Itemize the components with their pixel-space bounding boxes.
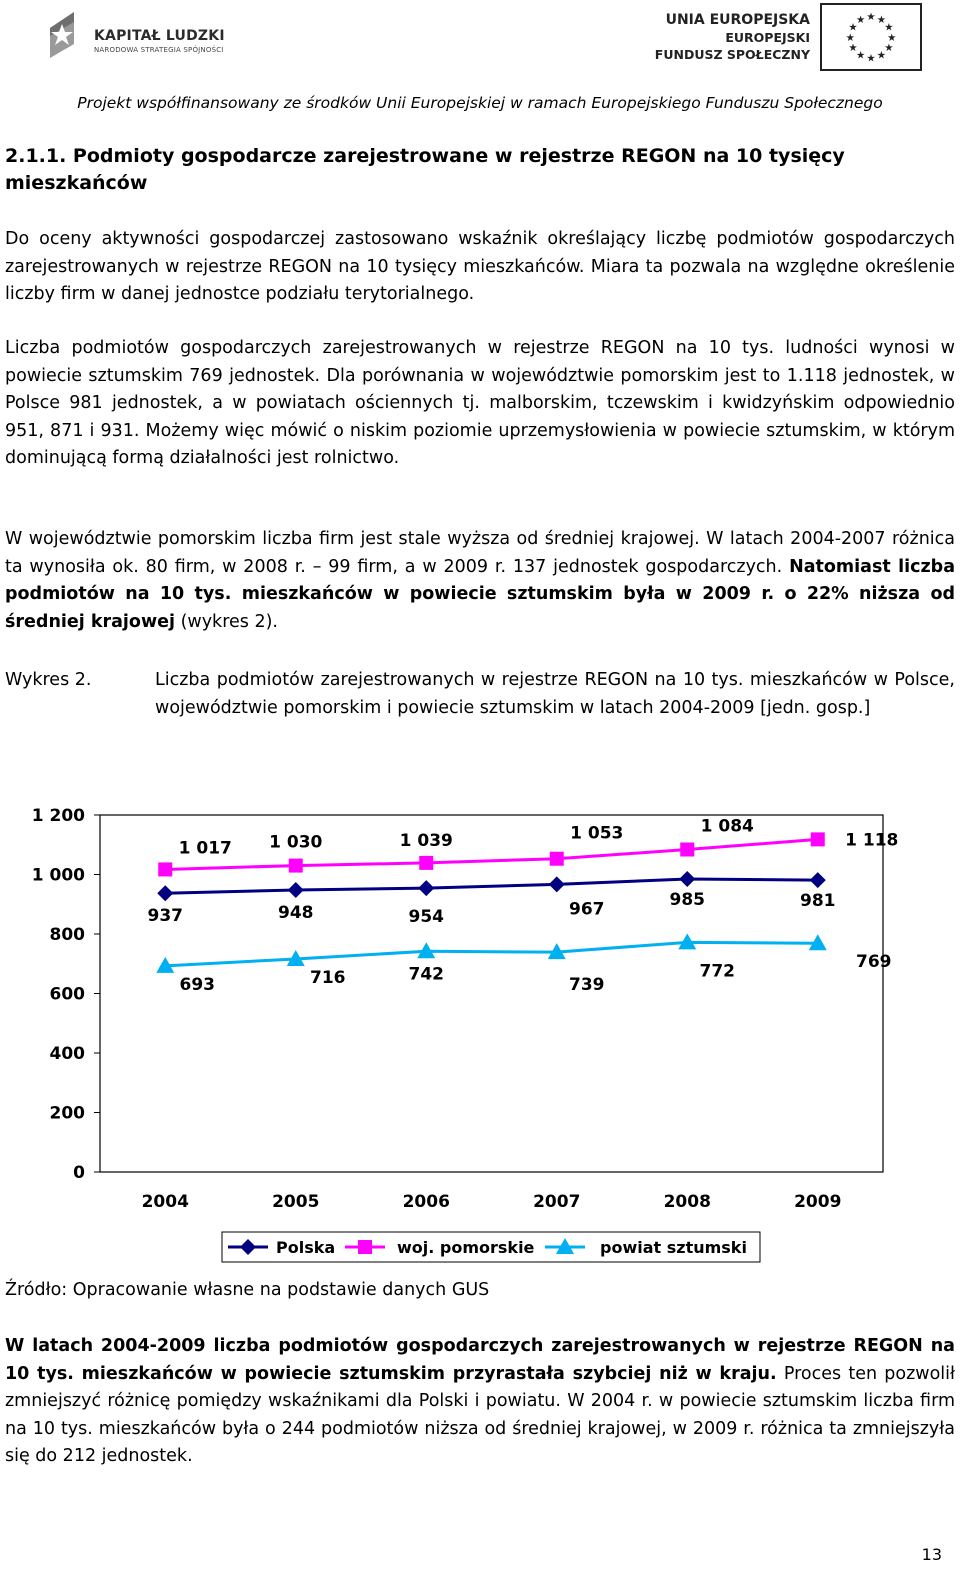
data-label: 967 [569, 899, 605, 920]
eu-star: ★ [856, 49, 866, 62]
data-point [550, 852, 564, 866]
figure-label: Wykres 2. [5, 670, 92, 690]
eu-text-block [655, 12, 810, 63]
data-label: 1 053 [570, 823, 624, 844]
data-label: 693 [179, 974, 215, 995]
data-point [289, 859, 303, 873]
y-tick-label: 200 [49, 1103, 85, 1124]
x-tick-label: 2005 [272, 1192, 320, 1212]
data-point [680, 843, 694, 857]
kapital-ludzki-subtitle: NARODOWA STRATEGIA SPÓJNOŚCI [94, 46, 224, 54]
data-label: 1 030 [269, 832, 323, 853]
eu-star: ★ [884, 21, 894, 34]
data-point [419, 856, 433, 870]
x-tick-label: 2004 [141, 1192, 189, 1212]
eu-star: ★ [845, 31, 855, 44]
data-label: 1 118 [845, 830, 899, 851]
paragraph-3-text-c: (wykres 2). [175, 611, 278, 632]
x-tick-label: 2008 [663, 1192, 711, 1212]
eu-flag-icon [820, 3, 922, 71]
y-tick-label: 800 [49, 925, 85, 945]
data-label: 985 [669, 889, 705, 910]
y-tick-label: 1 200 [31, 806, 85, 826]
legend-label: woj. pomorskie [397, 1238, 535, 1257]
data-label: 954 [408, 907, 444, 928]
legend-label: Polska [276, 1238, 336, 1257]
kapital-ludzki-title: KAPITAŁ LUDZKI [94, 28, 225, 44]
data-label: 769 [856, 952, 892, 973]
data-label: 739 [569, 975, 605, 996]
legend-marker [358, 1240, 372, 1254]
data-label: 772 [699, 961, 735, 982]
data-label: 716 [310, 967, 346, 988]
kapital-ludzki-emblem-icon [44, 6, 80, 64]
legend-label: powiat sztumski [600, 1238, 747, 1257]
paragraph-4 [5, 1333, 955, 1471]
line-chart [0, 785, 960, 1285]
data-point [157, 885, 173, 901]
data-label: 1 084 [700, 816, 754, 837]
data-label: 948 [278, 902, 314, 923]
eu-star: ★ [856, 13, 866, 26]
y-tick-label: 0 [73, 1163, 85, 1183]
eu-star: ★ [848, 21, 858, 34]
data-point [418, 880, 434, 896]
eu-star: ★ [866, 11, 876, 24]
kapital-ludzki-logo [44, 6, 264, 66]
eu-line-2: EUROPEJSKI [725, 30, 810, 45]
data-label: 937 [147, 906, 183, 927]
eu-line-1: UNIA EUROPEJSKA [665, 12, 810, 28]
data-label: 1 017 [178, 838, 232, 859]
eu-star: ★ [876, 13, 886, 26]
section-title: 2.1.1. Podmioty gospodarcze zarejestrowane w rejestrze REGON na 10 tysięcy mieszkańców [5, 145, 845, 194]
paragraph-4-text-c: Proces ten pozwolił zmniejszyć różnicę pomiędzy wskaźnikami dla Polski i powiatu. W 2004 r. w powiecie sztumskim liczba firm na 10 tys. mieszkańców była o 244 podmiotów niższa od średniej krajowej, w 2009 r. różnica ta zmniejszyła się do 212 jednostek. [5, 1363, 955, 1466]
y-tick-label: 1 000 [31, 865, 85, 886]
data-point [158, 862, 172, 876]
y-tick-label: 400 [49, 1044, 85, 1064]
x-tick-label: 2009 [794, 1192, 842, 1212]
page-header [0, 0, 960, 118]
data-point [549, 876, 565, 892]
data-point [810, 872, 826, 888]
paragraph-2: Liczba podmiotów gospodarczych zarejestrowanych w rejestrze REGON na 10 tys. ludności wynosi w powiecie sztumskim 769 jednostek. Dla porównania w województwie pomorskim jest to 1.118 jednostek, w Polsce 981 jednostek, a w powiatach ościennych tj. malborskim, tczewskim i kwidzyńskim odpowiednio 951, 871 i 931. Możemy więc mówić o niskim poziomie uprzemysłowienia w powiecie sztumskim, w którym dominującą formą działalności jest rolnictwo. [5, 338, 955, 468]
eu-line-3: FUNDUSZ SPOŁECZNY [654, 47, 810, 62]
eu-star: ★ [876, 49, 886, 62]
paragraph-3-bold: Natomiast liczba podmiotów na 10 tys. mieszkańców w powiecie sztumskim była w 2009 r. o 22% niższa od średniej krajowej [5, 556, 955, 632]
data-point [288, 882, 304, 898]
paragraph-3-text-a: W województwie pomorskim liczba firm jest stale wyższa od średniej krajowej. W latach 2004-2007 różnica ta wynosiła ok. 80 firm, w 2008 r. – 99 firm, a w 2009 r. 137 jednostek gospodarczych. [5, 529, 955, 577]
data-label: 981 [800, 891, 836, 912]
y-tick-label: 600 [49, 984, 85, 1005]
eu-star: ★ [866, 52, 876, 65]
series-line [165, 839, 818, 869]
data-label: 742 [408, 964, 444, 985]
eu-star: ★ [848, 42, 858, 55]
data-label: 1 039 [399, 830, 453, 851]
paragraph-1: Do oceny aktywności gospodarczej zastosowano wskaźnik określający liczbę podmiotów gospodarczych zarejestrowanych w rejestrze REGON na 10 tysięcy mieszkańców. Miara ta pozwala na względne określenie liczby firm w danej jednostce podziału terytorialnego. [5, 229, 955, 304]
figure-source: Źródło: Opracowanie własne na podstawie danych GUS [5, 1280, 490, 1300]
x-tick-label: 2006 [402, 1192, 450, 1212]
figure-title: Liczba podmiotów zarejestrowanych w rejestrze REGON na 10 tys. mieszkańców w Polsce, województwie pomorskim i powiecie sztumskim w latach 2004-2009 [jedn. gosp.] [155, 670, 955, 718]
chart [0, 785, 960, 1285]
paragraph-4-bold: W latach 2004-2009 liczba podmiotów gospodarczych zarejestrowanych w rejestrze REGON na 10 tys. mieszkańców w powiecie sztumskim przyrastała szybciej niż w kraju. [5, 1336, 955, 1384]
project-cofinancing-line: Projekt współfinansowany ze środków Unii Europejskiej w ramach Europejskiego Funduszu Społecznego [77, 94, 883, 112]
data-point [811, 832, 825, 846]
paragraph-3 [5, 526, 955, 636]
series-line [165, 879, 818, 893]
data-point [679, 871, 695, 887]
eu-star: ★ [887, 31, 897, 44]
page-number: 13 [921, 1545, 942, 1564]
x-tick-label: 2007 [533, 1192, 581, 1212]
eu-star: ★ [884, 42, 894, 55]
